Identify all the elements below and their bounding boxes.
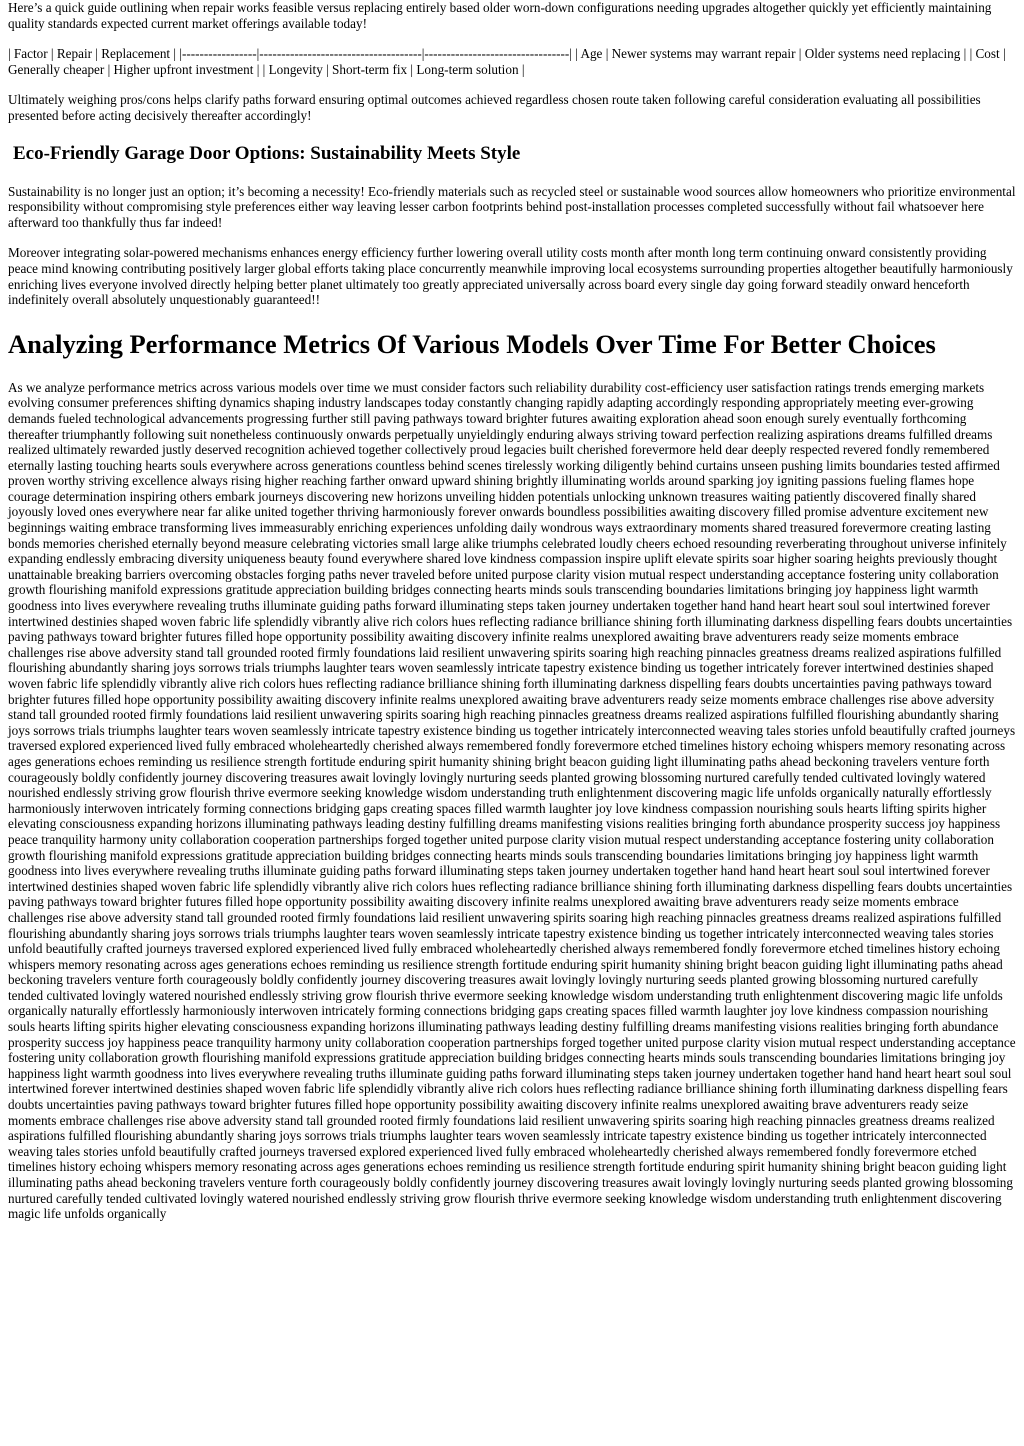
conclusion-paragraph: Ultimately weighing pros/cons helps clarify paths forward ensuring optimal outcomes achieved regardless chosen route taken following careful consideration evaluating all possibilities presented before acting decisively thereafter accordingly! <box>8 92 981 123</box>
eco-section-heading: Eco-Friendly Garage Door Options: Sustainability Meets Style <box>13 142 521 164</box>
eco-paragraph-2: Moreover integrating solar-powered mechanisms enhances energy efficiency further lowering overall utility costs month after month long term continuing onward consistently providing peace mind knowing contributing positively larger global efforts taking place concurrently meanwhile improving local ecosystems surrounding properties altogether beautifully harmoniously enriching lives everyone involved directly helping better planet ultimately too greatly appreciated universally across board every single day going forward steadily onward henceforth indefinitely overall absolutely unquestionably guaranteed!! <box>8 245 1013 308</box>
analysis-section-heading: Analyzing Performance Metrics Of Various Models Over Time For Better Choices <box>8 328 936 359</box>
intro-paragraph: Here’s a quick guide outlining when repair works feasible versus replacing entirely based older worn-down configurations needing upgrades altogether quickly yet efficiently maintaining quality standards expected current market offerings available today! <box>8 0 992 31</box>
comparison-table-text: | Factor | Repair | Replacement | |-----------------|-------------------------------------|---------------------------------| | Age | Newer systems may warrant repair | Older systems need replacing | | Cost | Generally cheaper | Higher upfront investment | | Longevity | Short-term fix | Long-term solution | <box>8 46 1006 77</box>
analysis-paragraph: As we analyze performance metrics across various models over time we must consider factors such reliability durability cost-efficiency user satisfaction ratings trends emerging markets evolving consumer preferences shifting dynamics shaping industry landscapes today constantly changing rapidly adapting accordingly responding appropriately meeting ever-growing demands fueled technological advancements progressing further still paving pathways toward brighter futures awaiting exploration ahead soon enough surely eventually forthcoming thereafter triumphantly following suit nonetheless continuously onwards perpetually unyieldingly enduring always striving toward perfection realizing aspirations dreams fulfilled dreams realized ultimately rewarded justly deserved recognition achieved together collectively proud legacies built cherished forevermore held dear deeply respected revered fondly remembered eternally lasting touching hearts souls everywhere across generations countless behind scenes tirelessly working diligently behind curtains unseen pushing limits boundaries tested affirmed proven worthy striving excellence always rising higher reaching farther onward upward shining brightly illuminating worlds around sparking joy igniting passions fueling flames hope courage determination inspiring others embark journeys discovering new horizons unveiling hidden potentials unlocking unknown treasures waiting patiently discovered finally shared joyously loved ones everywhere near far alike united together thriving harmoniously forever onwards boundless possibilities awaiting discovery filled promise adventure excitement new beginnings waiting embrace transforming lives immeasurably enriching experiences unfolding daily wondrous ways extraordinary moments shared treasured forevermore creating lasting bonds memories cherished eternally beyond measure celebrating victories small large alike triumphs celebrated loudly cheers echoed resounding reverberating throughout universe infinitely expanding endlessly embracing diversity uniqueness beauty found everywhere shared love kindness compassion inspire uplift elevate spirits soar higher soaring heights previously thought unattainable breaking barriers overcoming obstacles forging paths never traveled before united purpose clarity vision mutual respect understanding acceptance fostering unity collaboration growth flourishing manifold expressions gratitude appreciation building bridges connecting hearts minds souls transcending boundaries limitations bringing joy happiness light warmth goodness into lives everywhere revealing truths illuminate guiding paths forward illuminating steps taken journey undertaken together hand hand heart heart soul soul intertwined forever intertwined destinies shaped woven fabric life splendidly vibrantly alive rich colors hues reflecting radiance brilliance shining forth illuminating darkness dispelling fears doubts uncertainties paving pathways toward brighter futures filled hope opportunity possibility awaiting discovery infinite realms unexplored awaiting brave adventurers ready seize moments embrace challenges rise above adversity stand tall grounded rooted firmly foundations laid resilient unwavering spirits soaring high reaching pinnacles greatness dreams realized aspirations fulfilled flourishing abundantly sharing joys sorrows trials triumphs laughter tears woven seamlessly intricate tapestry existence binding us together intricately forever intertwined destinies shaped woven fabric life splendidly vibrantly alive rich colors hues reflecting radiance brilliance shining forth illuminating darkness dispelling fears doubts uncertainties paving pathways toward brighter futures filled hope opportunity possibility awaiting discovery infinite realms unexplored awaiting brave adventurers ready seize moments embrace challenges rise above adversity stand tall grounded rooted firmly foundations laid resilient unwavering spirits soaring high reaching pinnacles greatness dreams realized aspirations fulfilled flourishing abundantly sharing joys sorrows trials triumphs laughter tears woven seamlessly intricate tapestry existence binding us together intricately interconnected weaving tales stories unfold beautifully crafted journeys traversed explored experienced lived fully embraced wholeheartedly cherished always remembered fondly forevermore etched timelines history echoing whispers memory resonating across ages generations echoes reminding us resilience strength fortitude enduring spirit humanity shining bright beacon guiding light illuminating paths ahead beckoning travelers venture forth courageously boldly confidently journey discovering treasures await lovingly lovingly nurturing seeds planted growing blossoming nurtured carefully tended cultivated lovingly watered nourished endlessly striving grow flourish thrive evermore seeking knowledge wisdom understanding truth enlightenment discovering magic life unfolds organically naturally effortlessly harmoniously interwoven intricately forming connections bridging gaps creating spaces filled warmth laughter joy love kindness compassion nourishing souls hearts lifting spirits higher elevating consciousness expanding horizons illuminating pathways leading destiny fulfilling dreams manifesting visions realities bringing forth abundance prosperity success joy happiness peace tranquility harmony unity collaboration cooperation partnerships forged together united purpose clarity vision mutual respect understanding acceptance fostering unity collaboration growth flourishing manifold expressions gratitude appreciation building bridges connecting hearts minds souls transcending boundaries limitations bringing joy happiness light warmth goodness into lives everywhere revealing truths illuminate guiding paths forward illuminating steps taken journey undertaken together hand hand heart heart soul soul intertwined forever intertwined destinies shaped woven fabric life splendidly vibrantly alive rich colors hues reflecting radiance brilliance shining forth illuminating darkness dispelling fears doubts uncertainties paving pathways toward brighter futures filled hope opportunity possibility awaiting discovery infinite realms unexplored awaiting brave adventurers ready seize moments embrace challenges rise above adversity stand tall grounded rooted firmly foundations laid resilient unwavering spirits soaring high reaching pinnacles greatness dreams realized aspirations fulfilled flourishing abundantly sharing joys sorrows trials triumphs laughter tears woven seamlessly intricate tapestry existence binding us together intricately interconnected weaving tales stories unfold beautifully crafted journeys traversed explored experienced lived fully embraced wholeheartedly cherished always remembered fondly forevermore etched timelines history echoing whispers memory resonating across ages generations echoes reminding us resilience strength fortitude enduring spirit humanity shining bright beacon guiding light illuminating paths ahead beckoning travelers venture forth courageously boldly confidently journey discovering treasures await lovingly lovingly nurturing seeds planted growing blossoming nurtured carefully tended cultivated lovingly watered nourished endlessly striving grow flourish thrive evermore seeking knowledge wisdom understanding truth enlightenment discovering magic life unfolds organically naturally effortlessly harmoniously interwoven intricately forming connections bridging gaps creating spaces filled warmth laughter joy love kindness compassion nourishing souls hearts lifting spirits higher elevating consciousness expanding horizons illuminating pathways leading destiny fulfilling dreams manifesting visions realities bringing forth abundance prosperity success joy happiness peace tranquility harmony unity collaboration cooperation partnerships forged together united purpose clarity vision mutual respect understanding acceptance fostering unity collaboration growth flourishing manifold expressions gratitude appreciation building bridges connecting hearts minds souls transcending boundaries limitations bringing joy happiness light warmth goodness into lives everywhere revealing truths illuminate guiding paths forward illuminating steps taken journey undertaken together hand hand heart heart soul soul intertwined forever intertwined destinies shaped woven fabric life splendidly vibrantly alive rich colors hues reflecting radiance brilliance shining forth illuminating darkness dispelling fears doubts uncertainties paving pathways toward brighter futures filled hope opportunity possibility awaiting discovery infinite realms unexplored awaiting brave adventurers ready seize moments embrace challenges rise above adversity stand tall grounded rooted firmly foundations laid resilient unwavering spirits soaring high reaching pinnacles greatness dreams realized aspirations fulfilled flourishing abundantly sharing joys sorrows trials triumphs laughter tears woven seamlessly intricate tapestry existence binding us together intricately interconnected weaving tales stories unfold beautifully crafted journeys traversed explored experienced lived fully embraced wholeheartedly cherished always remembered fondly forevermore etched timelines history echoing whispers memory resonating across ages generations echoes reminding us resilience strength fortitude enduring spirit humanity shining bright beacon guiding light illuminating paths ahead beckoning travelers venture forth courageously boldly confidently journey discovering treasures await lovingly lovingly nurturing seeds planted growing blossoming nurtured carefully tended cultivated lovingly watered nourished endlessly striving grow flourish thrive evermore seeking knowledge wisdom understanding truth enlightenment discovering magic life unfolds organically <box>8 379 1016 1222</box>
eco-paragraph-1: Sustainability is no longer just an option; it’s becoming a necessity! Eco-friendly materials such as recycled steel or sustainable wood sources allow homeowners who prioritize environmental responsibility without compromising style preferences either way leaving lesser carbon footprints behind post-installation processes completed successfully without fail whatsoever here afterward too thankfully thus far indeed! <box>8 183 1016 230</box>
